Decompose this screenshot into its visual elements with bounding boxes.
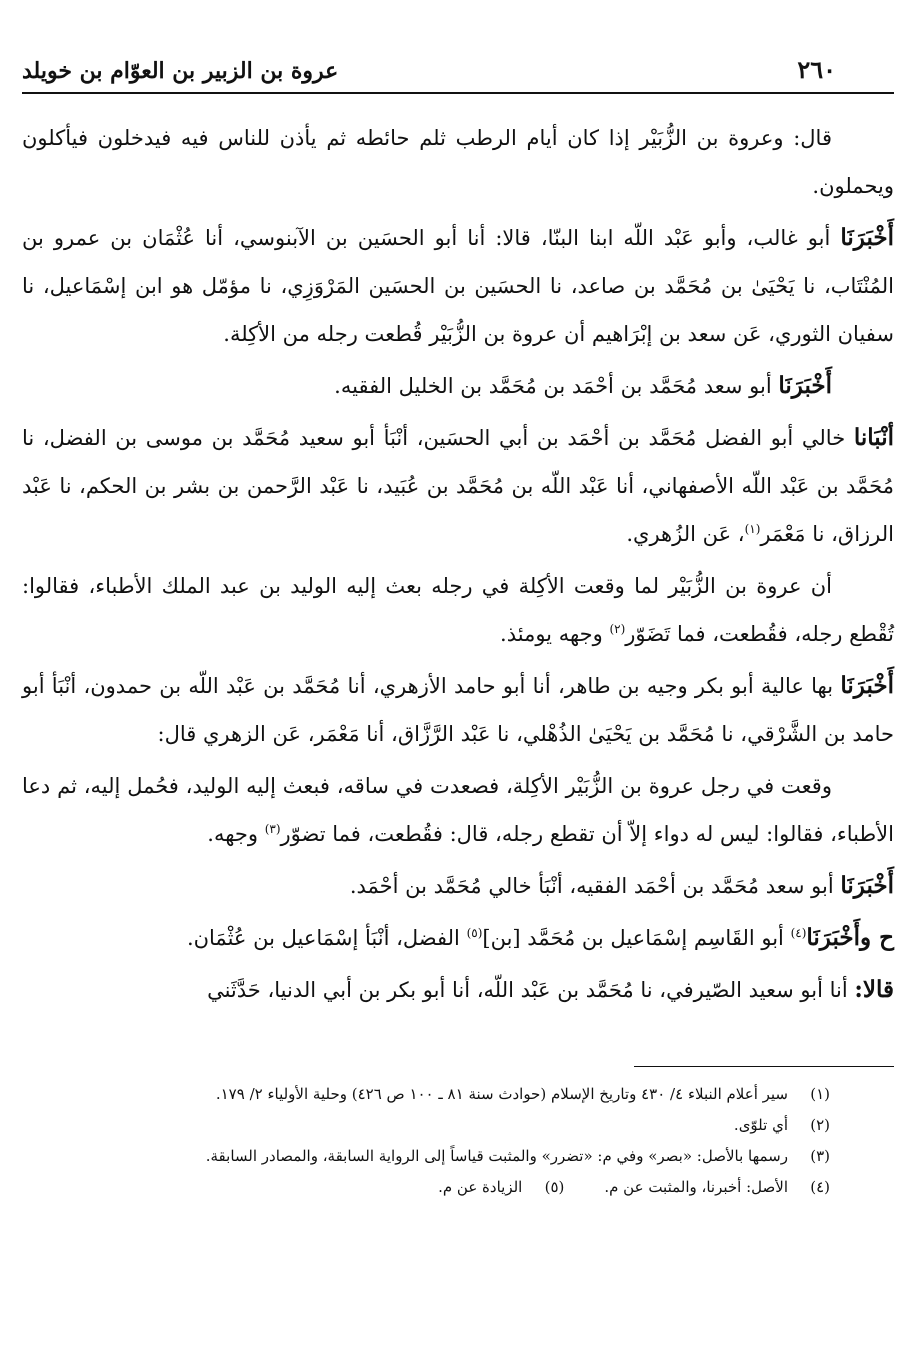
footnote-row-4-5	[22, 1172, 830, 1203]
main-text	[22, 114, 894, 1014]
paragraph-7: وقعت في رجل عروة بن الزُّبَيْر الأكِلة، فصعدت في ساقه، فبعث إليه الوليد، فحُمل إليه، ثم دعا الأطباء، فقالوا: ليس له دواء إلاّ أن تقطع رجله، قال: فقُطعت، فما تضوّر$^{(٣)}$ وجهه.	[22, 774, 894, 846]
paragraph-6: أَخْبَرَنَا بها عالية أبو بكر وجيه بن طاهر، أنا أبو حامد الأزهري، أنا مُحَمَّد بن عَبْد اللّه بن حمدون، أنْبَأ أبو حامد بن الشَّرْقي، نا مُحَمَّد بن يَحْيَىٰ الذُهْلي، نا عَبْد الرَّزَّاق، أنا مَعْمَر، عَن الزهري قال:	[22, 672, 894, 746]
isnad-lead: ح وأَخْبَرَنَا	[806, 924, 894, 951]
isnad-lead: أَخْبَرَنَا	[840, 224, 894, 251]
footnote-ref: (٣)	[264, 822, 281, 836]
paragraph-9: ح وأَخْبَرَنَا$^{(٤)}$ أبو القَاسِم إسْمَاعيل بن مُحَمَّد [بن]$^{(٥)}$ الفضل، أنْبَأ إسْمَاعيل بن عُثْمَان.	[186, 924, 894, 951]
footnote-3: (٣) رسمها بالأصل: «بصر» وفي م: «تضرر» والمثبت قياساً إلى الرواية السابقة، والمصادر السابقة.	[205, 1147, 830, 1165]
paragraph-8: أَخْبَرَنَا أبو سعد مُحَمَّد بن أحْمَد الفقيه، أنْبَأ خالي مُحَمَّد بن أحْمَد.	[349, 872, 894, 899]
isnad-lead: قالا:	[854, 976, 894, 1003]
isnad-lead: أَخْبَرَنَا	[778, 372, 832, 399]
footnote-ref: (٢)	[609, 622, 626, 636]
footnote-ref: (٥)	[466, 926, 483, 940]
paragraph-1: قال: وعروة بن الزُّبَيْر إذا كان أيام الرطب ثلم حائطه ثم يأذن للناس فيه فيدخلون فيأكلون ويحملون.	[22, 126, 894, 198]
running-title: عروة بن الزبير بن العوّام بن خويلد	[22, 58, 339, 84]
isnad-lead: أنْبَانا	[853, 424, 894, 451]
paragraph-10: قالا: أنا أبو سعيد الصّيرفي، نا مُحَمَّد بن عَبْد اللّه، أنا أبو بكر بن أبي الدنيا، حَدَّثَني	[207, 976, 894, 1003]
isnad-lead: أَخْبَرَنَا	[840, 872, 894, 899]
book-page	[22, 38, 894, 1203]
footnote-4: (٤) الأصل: أخبرنا، والمثبت عن م.	[604, 1178, 830, 1196]
paragraph-3: أَخْبَرَنَا أبو سعد مُحَمَّد بن أحْمَد بن مُحَمَّد بن الخليل الفقيه.	[334, 372, 832, 399]
footnote-5: (٥) الزيادة عن م.	[438, 1178, 565, 1196]
isnad-lead: أَخْبَرَنَا	[840, 672, 894, 699]
footnote-divider	[634, 1066, 894, 1067]
paragraph-5: أن عروة بن الزُّبَيْر لما وقعت الأكِلة في رجله بعث إليه الوليد بن عبد الملك الأطباء، فقالوا: تُقْطع رجله، فقُطعت، فما تَضَوّر$^{(٢)}$ وجهه يومئذ.	[22, 574, 894, 646]
paragraph-4: أنْبَانا خالي أبو الفضل مُحَمَّد بن أحْمَد بن أبي الحسَين، أنْبَأ أبو سعيد مُحَمَّد بن موسى بن الفضل، نا مُحَمَّد بن عَبْد اللّه الأصفهاني، أنا عَبْد اللّه بن مُحَمَّد بن عُبَيد، نا عَبْد الرَّحمن بن بشر بن الحكم، نا عَبْد الرزاق، نا مَعْمَر$^{(١)}$، عَن الزُهري.	[22, 424, 894, 546]
footnote-2: (٢) أي تلوّى.	[733, 1116, 830, 1134]
footnote-1: (١) سير أعلام النبلاء ٤/ ٤٣٠ وتاريخ الإسلام (حوادث سنة ٨١ ـ ١٠٠ ص ٤٢٦) وحلية الأولياء ٢/ ١٧٩.	[215, 1085, 830, 1103]
page-header	[22, 38, 894, 94]
paragraph-2: أَخْبَرَنَا أبو غالب، وأبو عَبْد اللّه ابنا البنّا، قالا: أنا أبو الحسَين بن الآبنوسي، أنا عُثْمَان بن عمرو بن المُنْتَاب، نا يَحْيَىٰ بن مُحَمَّد بن صاعد، نا الحسَين بن الحسَين المَرْوَزِي، نا مؤمّل هو ابن إسْمَاعيل، نا سفيان الثوري، عَن سعد بن إبْرَاهيم أن عروة بن الزُّبَيْر قُطعت رجله من الأكِلة.	[22, 224, 894, 346]
footnote-ref: (٤)	[790, 926, 807, 940]
footnote-ref: (١)	[744, 522, 761, 536]
page-number: ٢٦٠	[797, 55, 836, 84]
footnotes	[22, 1079, 894, 1203]
